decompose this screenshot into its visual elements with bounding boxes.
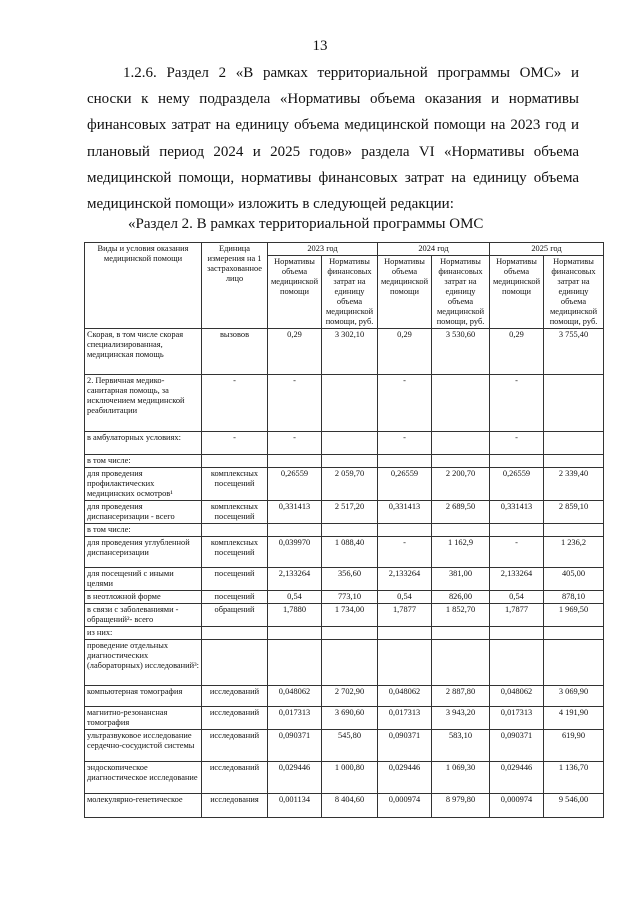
row-label: для проведения профилактических медицинских осмотров¹ — [85, 468, 202, 501]
row-label: в связи с заболеваниями - обращений²- всего — [85, 604, 202, 627]
volume-2025: - — [490, 432, 544, 455]
row-unit: исследований — [202, 686, 268, 707]
cost-2024 — [432, 640, 490, 686]
volume-2023 — [268, 640, 322, 686]
table-row — [85, 455, 604, 468]
cost-2024: 583,10 — [432, 730, 490, 762]
table-row — [85, 707, 604, 730]
cost-2025: 4 191,90 — [544, 707, 604, 730]
row-unit — [202, 524, 268, 537]
volume-2024: - — [378, 537, 432, 568]
cost-2023 — [322, 524, 378, 537]
cost-2024: 1 162,9 — [432, 537, 490, 568]
norms-table — [84, 242, 604, 818]
volume-2024: 0,017313 — [378, 707, 432, 730]
cost-2024 — [432, 375, 490, 432]
volume-2025: 0,029446 — [490, 762, 544, 794]
cost-2023 — [322, 627, 378, 640]
cost-2025 — [544, 432, 604, 455]
volume-2023 — [268, 627, 322, 640]
row-unit: комплексных посещений — [202, 468, 268, 501]
volume-2023: 0,090371 — [268, 730, 322, 762]
amendment-paragraph: 1.2.6. Раздел 2 «В рамках территориальной программы ОМС» и сноски к нему подраздела «Нормативы объема оказания и нормативы финансовых затрат на единицу объема медицинской помощи на 2023 год и плановый период 2024 и 2025 годов» раздела VI «Нормативы объема медицинской помощи, нормативы финансовых затрат на единицу объема медицинской помощи» изложить в следующей редакции: — [87, 65, 579, 213]
volume-2025: 2,133264 — [490, 568, 544, 591]
row-label: молекулярно-генетическое — [85, 794, 202, 818]
cost-2023: 1 000,80 — [322, 762, 378, 794]
row-unit: исследования — [202, 794, 268, 818]
cost-2025: 878,10 — [544, 591, 604, 604]
row-label: 2. Первичная медико-санитарная помощь, за исключением медицинской реабилитации — [85, 375, 202, 432]
cost-2023: 3 302,10 — [322, 329, 378, 375]
volume-2025 — [490, 524, 544, 537]
cost-2023 — [322, 375, 378, 432]
volume-2024: - — [378, 432, 432, 455]
volume-2023: 0,029446 — [268, 762, 322, 794]
cost-2023: 1 734,00 — [322, 604, 378, 627]
row-unit: - — [202, 432, 268, 455]
volume-2023: 0,039970 — [268, 537, 322, 568]
cost-2025 — [544, 524, 604, 537]
table-row — [85, 627, 604, 640]
volume-2025: - — [490, 537, 544, 568]
cost-2024: 2 887,80 — [432, 686, 490, 707]
table-row — [85, 762, 604, 794]
volume-2023: 0,048062 — [268, 686, 322, 707]
cost-2024: 3 943,20 — [432, 707, 490, 730]
cost-2023: 2 059,70 — [322, 468, 378, 501]
row-label: в неотложной форме — [85, 591, 202, 604]
volume-2024 — [378, 640, 432, 686]
cost-2025: 3 069,90 — [544, 686, 604, 707]
cost-2025: 1 969,50 — [544, 604, 604, 627]
cost-2024: 2 200,70 — [432, 468, 490, 501]
row-unit: исследований — [202, 707, 268, 730]
volume-2024 — [378, 524, 432, 537]
volume-2023: 0,26559 — [268, 468, 322, 501]
volume-2024 — [378, 627, 432, 640]
row-label: компьютерная томография — [85, 686, 202, 707]
cost-2024: 381,00 — [432, 568, 490, 591]
header-year: 2025 год — [490, 243, 604, 256]
cost-2025: 3 755,40 — [544, 329, 604, 375]
table-row — [85, 640, 604, 686]
row-label: в том числе: — [85, 455, 202, 468]
volume-2023: - — [268, 375, 322, 432]
table-row — [85, 432, 604, 455]
cost-2024: 1 852,70 — [432, 604, 490, 627]
table-row — [85, 568, 604, 591]
header-year: 2024 год — [378, 243, 490, 256]
volume-2024: 0,29 — [378, 329, 432, 375]
cost-2023 — [322, 432, 378, 455]
cost-2025: 1 236,2 — [544, 537, 604, 568]
row-unit: комплексных посещений — [202, 501, 268, 524]
header-cost: Нормативы финансовых затрат на единицу объема медицинской помощи, руб. — [432, 256, 490, 329]
table-row — [85, 501, 604, 524]
cost-2024: 8 979,80 — [432, 794, 490, 818]
cost-2024 — [432, 455, 490, 468]
table-row — [85, 730, 604, 762]
row-label: проведение отдельных диагностических (лабораторных) исследований³: — [85, 640, 202, 686]
volume-2024 — [378, 455, 432, 468]
cost-2025: 2 339,40 — [544, 468, 604, 501]
cost-2023: 8 404,60 — [322, 794, 378, 818]
volume-2024: - — [378, 375, 432, 432]
volume-2025: - — [490, 375, 544, 432]
cost-2025 — [544, 640, 604, 686]
volume-2025: 0,048062 — [490, 686, 544, 707]
cost-2024 — [432, 627, 490, 640]
cost-2024: 2 689,50 — [432, 501, 490, 524]
volume-2025: 0,000974 — [490, 794, 544, 818]
volume-2025: 0,017313 — [490, 707, 544, 730]
volume-2023: 0,29 — [268, 329, 322, 375]
cost-2023: 773,10 — [322, 591, 378, 604]
row-label: эндоскопическое диагностическое исследование — [85, 762, 202, 794]
volume-2024: 1,7877 — [378, 604, 432, 627]
header-cost: Нормативы финансовых затрат на единицу объема медицинской помощи, руб. — [322, 256, 378, 329]
cost-2023: 1 088,40 — [322, 537, 378, 568]
volume-2023: - — [268, 432, 322, 455]
row-label: из них: — [85, 627, 202, 640]
row-label: ультразвуковое исследование сердечно-сосудистой системы — [85, 730, 202, 762]
volume-2025 — [490, 627, 544, 640]
cost-2025 — [544, 375, 604, 432]
row-unit: - — [202, 375, 268, 432]
volume-2024: 0,331413 — [378, 501, 432, 524]
volume-2025: 0,26559 — [490, 468, 544, 501]
page-number: 13 — [312, 38, 328, 54]
header-volume: Нормативы объема медицинской помощи — [490, 256, 544, 329]
volume-2023: 0,017313 — [268, 707, 322, 730]
header-unit: Единица измерения на 1 застрахованное лицо — [202, 243, 268, 329]
cost-2023: 2 702,90 — [322, 686, 378, 707]
row-label: в амбулаторных условиях: — [85, 432, 202, 455]
row-unit: исследований — [202, 762, 268, 794]
cost-2025 — [544, 455, 604, 468]
cost-2025: 405,00 — [544, 568, 604, 591]
row-label: Скорая, в том числе скорая специализированная, медицинская помощь — [85, 329, 202, 375]
volume-2023 — [268, 524, 322, 537]
row-unit: комплексных посещений — [202, 537, 268, 568]
row-unit: посещений — [202, 568, 268, 591]
table-row — [85, 375, 604, 432]
row-label: для проведения углубленной диспансеризации — [85, 537, 202, 568]
volume-2024: 0,048062 — [378, 686, 432, 707]
cost-2023: 2 517,20 — [322, 501, 378, 524]
cost-2025: 2 859,10 — [544, 501, 604, 524]
volume-2024: 0,26559 — [378, 468, 432, 501]
row-label: для посещений с иными целями — [85, 568, 202, 591]
volume-2023: 2,133264 — [268, 568, 322, 591]
cost-2024: 826,00 — [432, 591, 490, 604]
cost-2025: 9 546,00 — [544, 794, 604, 818]
cost-2024: 3 530,60 — [432, 329, 490, 375]
table-row — [85, 604, 604, 627]
header-year: 2023 год — [268, 243, 378, 256]
volume-2025: 0,29 — [490, 329, 544, 375]
cost-2025 — [544, 627, 604, 640]
volume-2023: 1,7880 — [268, 604, 322, 627]
row-unit: обращений — [202, 604, 268, 627]
volume-2025 — [490, 640, 544, 686]
volume-2024: 2,133264 — [378, 568, 432, 591]
cost-2023 — [322, 640, 378, 686]
volume-2024: 0,000974 — [378, 794, 432, 818]
volume-2025: 0,54 — [490, 591, 544, 604]
cost-2024 — [432, 524, 490, 537]
row-label: магнитно-резонансная томография — [85, 707, 202, 730]
header-volume: Нормативы объема медицинской помощи — [378, 256, 432, 329]
row-label: в том числе: — [85, 524, 202, 537]
row-unit — [202, 627, 268, 640]
table-row — [85, 686, 604, 707]
volume-2025: 0,331413 — [490, 501, 544, 524]
table-row — [85, 591, 604, 604]
volume-2023: 0,54 — [268, 591, 322, 604]
row-unit — [202, 455, 268, 468]
volume-2025 — [490, 455, 544, 468]
volume-2024: 0,54 — [378, 591, 432, 604]
table-row — [85, 524, 604, 537]
cost-2025: 1 136,70 — [544, 762, 604, 794]
cost-2023: 3 690,60 — [322, 707, 378, 730]
row-unit: посещений — [202, 591, 268, 604]
row-label: для проведения диспансеризации - всего — [85, 501, 202, 524]
table-row — [85, 468, 604, 501]
table-header — [85, 243, 604, 329]
cost-2024: 1 069,30 — [432, 762, 490, 794]
row-unit: исследований — [202, 730, 268, 762]
row-unit: вызовов — [202, 329, 268, 375]
header-type: Виды и условия оказания медицинской помощи — [85, 243, 202, 329]
section-heading: «Раздел 2. В рамках территориальной программы ОМС — [128, 216, 484, 232]
cost-2025: 619,90 — [544, 730, 604, 762]
volume-2023: 0,001134 — [268, 794, 322, 818]
volume-2025: 1,7877 — [490, 604, 544, 627]
volume-2023 — [268, 455, 322, 468]
table-row — [85, 537, 604, 568]
header-cost: Нормативы финансовых затрат на единицу объема медицинской помощи, руб. — [544, 256, 604, 329]
volume-2024: 0,029446 — [378, 762, 432, 794]
volume-2025: 0,090371 — [490, 730, 544, 762]
header-volume: Нормативы объема медицинской помощи — [268, 256, 322, 329]
cost-2023: 356,60 — [322, 568, 378, 591]
table-row — [85, 329, 604, 375]
table-row — [85, 794, 604, 818]
cost-2023 — [322, 455, 378, 468]
row-unit — [202, 640, 268, 686]
volume-2024: 0,090371 — [378, 730, 432, 762]
cost-2024 — [432, 432, 490, 455]
cost-2023: 545,80 — [322, 730, 378, 762]
table-body — [85, 329, 604, 818]
volume-2023: 0,331413 — [268, 501, 322, 524]
